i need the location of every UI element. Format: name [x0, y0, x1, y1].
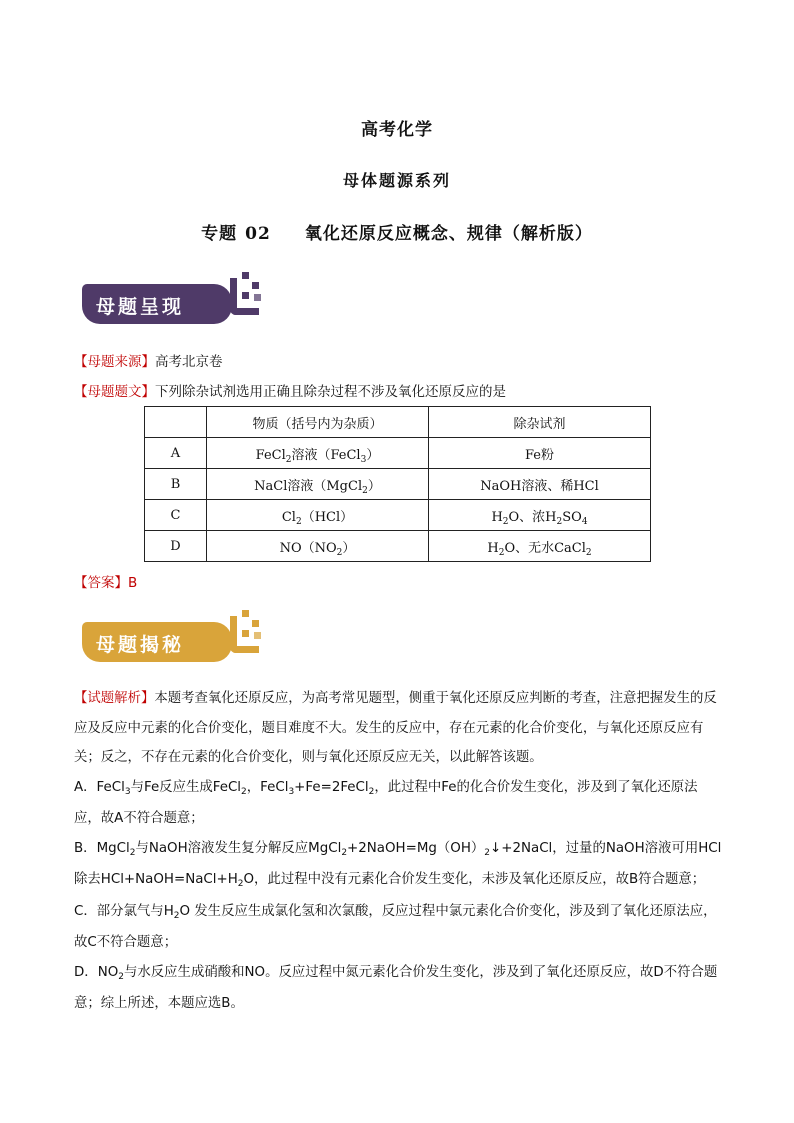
substance-cell — [207, 438, 429, 469]
analysis-intro — [74, 684, 724, 773]
option-cell: D — [145, 531, 207, 562]
options-table — [144, 406, 651, 562]
analysis-text: +2NaOH=Mg（OH） — [347, 840, 485, 856]
analysis-text: B．MgCl — [74, 840, 130, 856]
reagent-text: H — [487, 540, 499, 556]
reagent-text: NaOH溶液、稀HCl — [480, 478, 599, 494]
analysis-text: ，此过程中Fe的化合价发生变化，涉及到了氧化还原法应，故A不符合题意； — [74, 779, 698, 826]
substance-subscript: 3 — [360, 454, 367, 465]
analysis-text: O，此过程中没有元素化合价发生变化，未涉及氧化还原反应，故B符合题意； — [243, 872, 706, 887]
banner-square-icon — [252, 282, 259, 289]
analysis-text: C．部分氯气与H — [74, 903, 174, 919]
table-header-row — [145, 407, 651, 438]
topic-name: 氧化还原反应概念、规律（解析版） — [304, 224, 593, 244]
banner-square-icon — [242, 610, 249, 617]
analysis-text: 与NaOH溶液发生复分解反应MgCl — [135, 840, 342, 856]
analysis-text: 与水反应生成硝酸和NO。反应过程中氮元素化合价发生变化，涉及到了氧化还原反应，故D不符合题意；综上所述，本题应选B。 — [74, 964, 718, 1011]
analysis-subscript: 2 — [241, 786, 247, 797]
table-row — [145, 531, 651, 562]
banner-square-icon — [242, 272, 249, 279]
reagent-subscript: 2 — [585, 547, 592, 558]
substance-text: NaCl溶液（MgCl — [254, 478, 363, 494]
source-tag: 【母题来源】 — [74, 354, 155, 370]
reagent-text: Fe粉 — [524, 447, 554, 463]
analysis-subscript: 3 — [288, 786, 295, 797]
banner-reveal — [82, 610, 262, 666]
analysis-text: O 发生反应生成氯化氢和次氯酸，反应过程中氯元素化合价变化，涉及到了氧化还原法应，故C不符合题意； — [74, 903, 717, 950]
table-row — [145, 500, 651, 531]
substance-cell — [207, 531, 429, 562]
substance-cell — [207, 469, 429, 500]
analysis-text: ，FeCl — [246, 779, 289, 795]
table-header-cell: 除杂试剂 — [429, 407, 651, 438]
question-tag: 【母题题文】 — [74, 384, 155, 400]
analysis-text: ↓+2NaCl，过量的NaOH溶液可用HCl除去HCl+NaOH=NaCl+H — [74, 840, 722, 887]
reagent-subscript: 2 — [502, 516, 509, 527]
substance-text: 溶液（FeCl — [291, 447, 361, 463]
substance-text: Cl — [281, 509, 296, 525]
series-title: 母体题源系列 — [342, 171, 451, 190]
analysis-paragraph — [74, 834, 724, 897]
banner-presentation — [82, 272, 262, 328]
question-text: 下列除杂试剂选用正确且除杂过程不涉及氧化还原反应的是 — [155, 384, 506, 400]
answer-text: B — [128, 575, 138, 591]
banner-square-icon — [242, 292, 249, 299]
table-row — [145, 469, 651, 500]
reagent-text: SO — [562, 509, 582, 525]
table-header-cell: 物质（括号内为杂质） — [207, 407, 429, 438]
analysis-text: 与Fe反应生成FeCl — [130, 779, 242, 795]
analysis-subscript: 2 — [341, 847, 348, 858]
analysis-text: D．NO — [74, 964, 119, 980]
substance-subscript: 2 — [285, 454, 292, 465]
analysis-tag: 【试题解析】 — [74, 691, 155, 706]
substance-text: ） — [367, 478, 381, 494]
table-row — [145, 438, 651, 469]
reagent-cell — [429, 469, 651, 500]
option-cell: B — [145, 469, 207, 500]
substance-subscript: 2 — [362, 485, 368, 496]
analysis-subscript: 2 — [237, 879, 244, 889]
substance-text: NO（NO — [279, 540, 337, 556]
source-line — [74, 352, 724, 372]
banner-square-icon — [254, 632, 261, 639]
analysis-subscript: 2 — [484, 847, 491, 858]
reagent-subscript: 2 — [556, 516, 563, 527]
substance-text: （HCl） — [301, 509, 354, 525]
analysis-text: +Fe=2FeCl — [294, 779, 369, 795]
reagent-subscript: 4 — [581, 516, 588, 527]
source-text: 高考北京卷 — [155, 354, 223, 370]
analysis-paragraph — [74, 773, 724, 834]
reagent-cell — [429, 531, 651, 562]
topic-number: 02 — [245, 224, 271, 244]
banner-label: 母题揭秘 — [96, 634, 185, 656]
analysis-subscript: 2 — [173, 910, 180, 921]
analysis-section — [74, 684, 724, 1019]
reagent-cell — [429, 438, 651, 469]
doc-title: 高考化学 — [361, 120, 433, 140]
topic-label: 专题 — [201, 224, 238, 244]
substance-subscript: 2 — [336, 547, 343, 558]
analysis-subscript: 2 — [368, 786, 375, 797]
answer-tag: 【答案】 — [74, 575, 128, 591]
analysis-subscript: 3 — [124, 786, 131, 797]
substance-subscript: 2 — [295, 516, 302, 527]
reagent-text: O、浓H — [508, 509, 557, 525]
option-cell: C — [145, 500, 207, 531]
table-header-cell — [145, 407, 207, 438]
banner-square-icon — [252, 620, 259, 627]
analysis-subscript: 2 — [129, 847, 136, 858]
reagent-cell — [429, 500, 651, 531]
reagent-text: O、无水CaCl — [504, 540, 586, 556]
substance-text: ） — [342, 540, 356, 556]
reagent-subscript: 2 — [498, 547, 505, 558]
analysis-subscript: 2 — [118, 971, 124, 982]
analysis-paragraph — [74, 958, 724, 1019]
topic-title — [0, 219, 794, 244]
question-line — [74, 382, 724, 402]
substance-text: FeCl — [255, 447, 286, 463]
analysis-intro-text: 本题考查氧化还原反应，为高考常见题型，侧重于氧化还原反应判断的考查，注意把握发生的反应及反应中元素的化合价变化，题目难度不大。发生的反应中，存在元素的化合价变化，与氧化还原反应有关；反之，不存在元素的化合价变化，则与氧化还原反应无关，以此解答该题。 — [74, 691, 717, 765]
reagent-text: H — [491, 509, 503, 525]
answer-line — [74, 573, 724, 593]
analysis-text: A．FeCl — [74, 779, 125, 795]
banner-label: 母题呈现 — [96, 296, 185, 318]
option-cell: A — [145, 438, 207, 469]
banner-square-icon — [254, 294, 261, 301]
substance-text: ） — [366, 447, 380, 463]
analysis-paragraph — [74, 897, 724, 958]
banner-square-icon — [242, 630, 249, 637]
substance-cell — [207, 500, 429, 531]
